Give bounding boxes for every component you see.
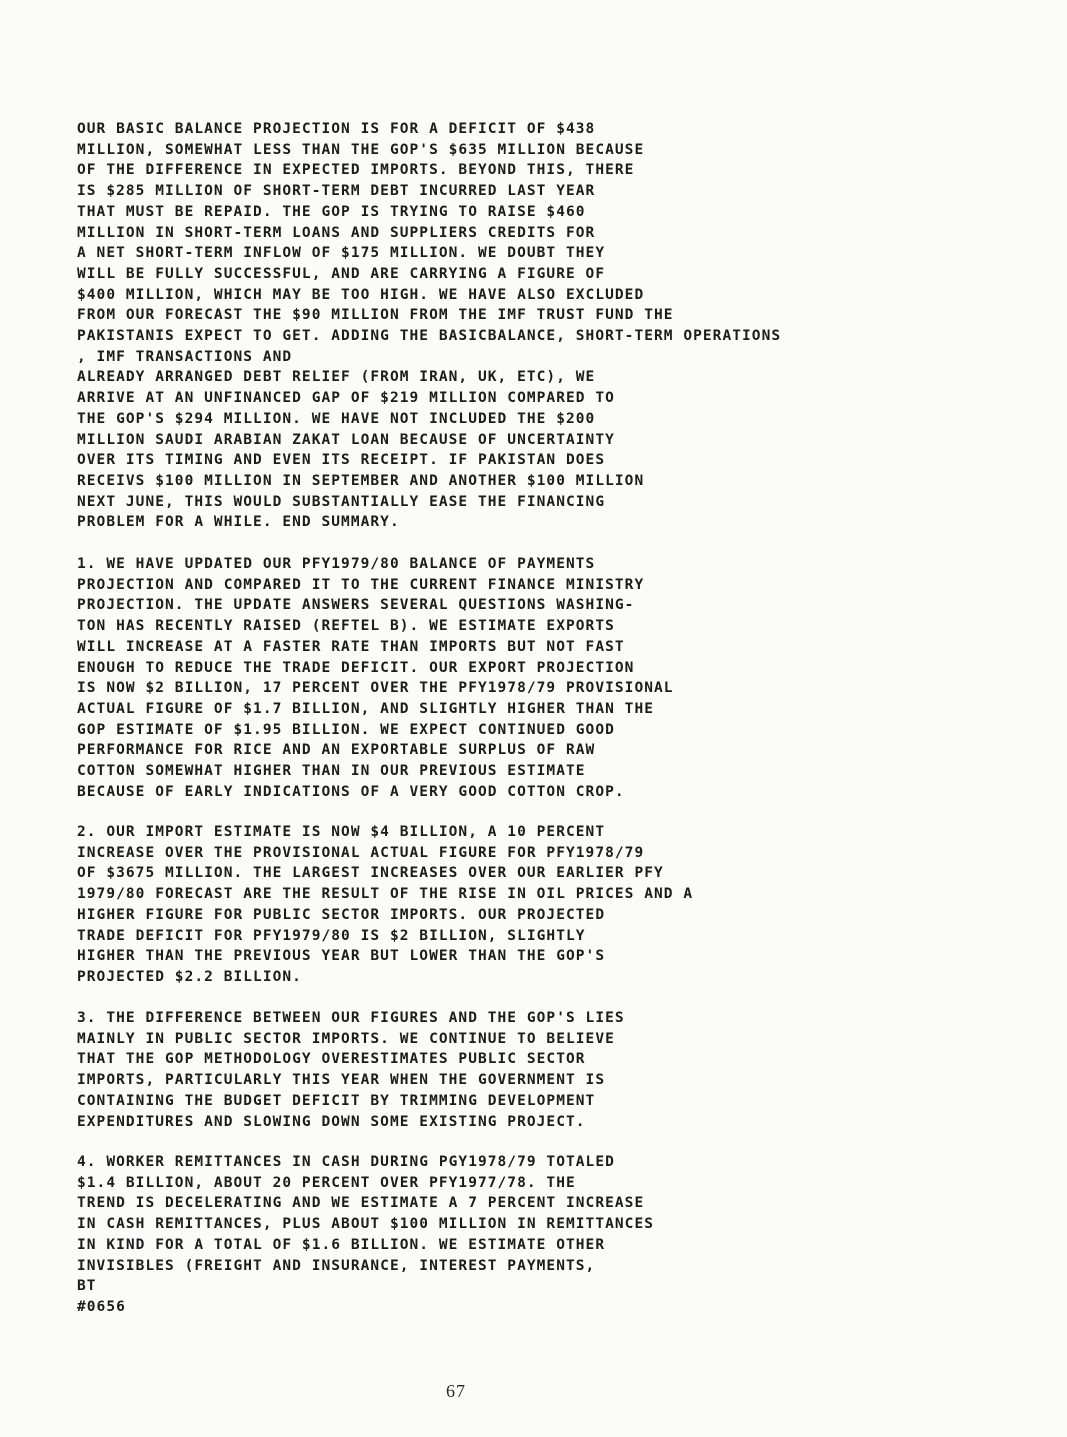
paragraph-2: 2. OUR IMPORT ESTIMATE IS NOW $4 BILLION, A 10 PERCENT INCREASE OVER THE PROVISIONAL ACTUAL FIGURE FOR PFY1978/79 OF $3675 MILLION. THE LARGEST INCREASES OVER OUR EARLIER PFY 1979/80 FORECAST ARE THE RESULT OF THE RISE IN OIL PRICES AND A HIGHER FIGURE FOR PUBLIC SECTOR IMPORTS. OUR PROJECTED TRADE DEFICIT FOR PFY1979/80 IS $2 BILLION, SLIGHTLY HIGHER THAN THE PREVIOUS YEAR BUT LOWER THAN THE GOP'S PROJECTED $2.2 BILLION. <box>77 824 694 985</box>
paragraph-3: 3. THE DIFFERENCE BETWEEN OUR FIGURES AND THE GOP'S LIES MAINLY IN PUBLIC SECTOR IMPORTS. WE CONTINUE TO BELIEVE THAT THE GOP METHODOLOGY OVERESTIMATES PUBLIC SECTOR IMPORTS, PARTICULARLY THIS YEAR WHEN THE GOVERNMENT IS CONTAINING THE BUDGET DEFICIT BY TRIMMING DEVELOPMENT EXPENDITURES AND SLOWING DOWN SOME EXISTING PROJECT. <box>77 1010 625 1130</box>
summary-paragraph: OUR BASIC BALANCE PROJECTION IS FOR A DEFICIT OF $438 MILLION, SOMEWHAT LESS THAN THE GOP'S $635 MILLION BECAUSE OF THE DIFFERENCE IN EXPECTED IMPORTS. BEYOND THIS, THERE IS $285 MILLION OF SHORT-TERM DEBT INCURRED LAST YEAR THAT MUST BE REPAID. THE GOP IS TRYING TO RAISE $460 MILLION IN SHORT-TERM LOANS AND SUPPLIERS CREDITS FOR A NET SHORT-TERM INFLOW OF $175 MILLION. WE DOUBT THEY WILL BE FULLY SUCCESSFUL, AND ARE CARRYING A FIGURE OF $400 MILLION, WHICH MAY BE TOO HIGH. WE HAVE ALSO EXCLUDED FROM OUR FORECAST THE $90 MILLION FROM THE IMF TRUST FUND THE PAKISTANIS EXPECT TO GET. ADDING THE BASICBALANCE, SHORT-TERM OPERATIONS , IMF TRANSACTIONS AND ALREADY ARRANGED DEBT RELIEF (FROM IRAN, UK, ETC), WE ARRIVE AT AN UNFINANCED GAP OF $219 MILLION COMPARED TO THE GOP'S $294 MILLION. WE HAVE NOT INCLUDED THE $200 MILLION SAUDI ARABIAN ZAKAT LOAN BECAUSE OF UNCERTAINTY OVER ITS TIMING AND EVEN ITS RECEIPT. IF PAKISTAN DOES RECEIVS $100 MILLION IN SEPTEMBER AND ANOTHER $100 MILLION NEXT JUNE, THIS WOULD SUBSTANTIALLY EASE THE FINANCING PROBLEM FOR A WHILE. END SUMMARY. <box>77 121 782 531</box>
paragraph-1: 1. WE HAVE UPDATED OUR PFY1979/80 BALANCE OF PAYMENTS PROJECTION AND COMPARED IT TO THE CURRENT FINANCE MINISTRY PROJECTION. THE UPDATE ANSWERS SEVERAL QUESTIONS WASHING- TON HAS RECENTLY RAISED (REFTEL B). WE ESTIMATE EXPORTS WILL INCREASE AT A FASTER RATE THAN IMPORTS BUT NOT FAST ENOUGH TO REDUCE THE TRADE DEFICIT. OUR EXPORT PROJECTION IS NOW $2 BILLION, 17 PERCENT OVER THE PFY1978/79 PROVISIONAL ACTUAL FIGURE OF $1.7 BILLION, AND SLIGHTLY HIGHER THAN THE GOP ESTIMATE OF $1.95 BILLION. WE EXPECT CONTINUED GOOD PERFORMANCE FOR RICE AND AN EXPORTABLE SURPLUS OF RAW COTTON SOMEWHAT HIGHER THAN IN OUR PREVIOUS ESTIMATE BECAUSE OF EARLY INDICATIONS OF A VERY GOOD COTTON CROP. <box>77 556 674 800</box>
paragraph-4: 4. WORKER REMITTANCES IN CASH DURING PGY1978/79 TOTALED $1.4 BILLION, ABOUT 20 PERCENT OVER PFY1977/78. THE TREND IS DECELERATING AND WE ESTIMATE A 7 PERCENT INCREASE IN CASH REMITTANCES, PLUS ABOUT $100 MILLION IN REMITTANCES IN KIND FOR A TOTAL OF $1.6 BILLION. WE ESTIMATE OTHER INVISIBLES (FREIGHT AND INSURANCE, INTEREST PAYMENTS, BT #0656 <box>77 1154 655 1315</box>
page-number: 67 <box>446 1381 466 1401</box>
